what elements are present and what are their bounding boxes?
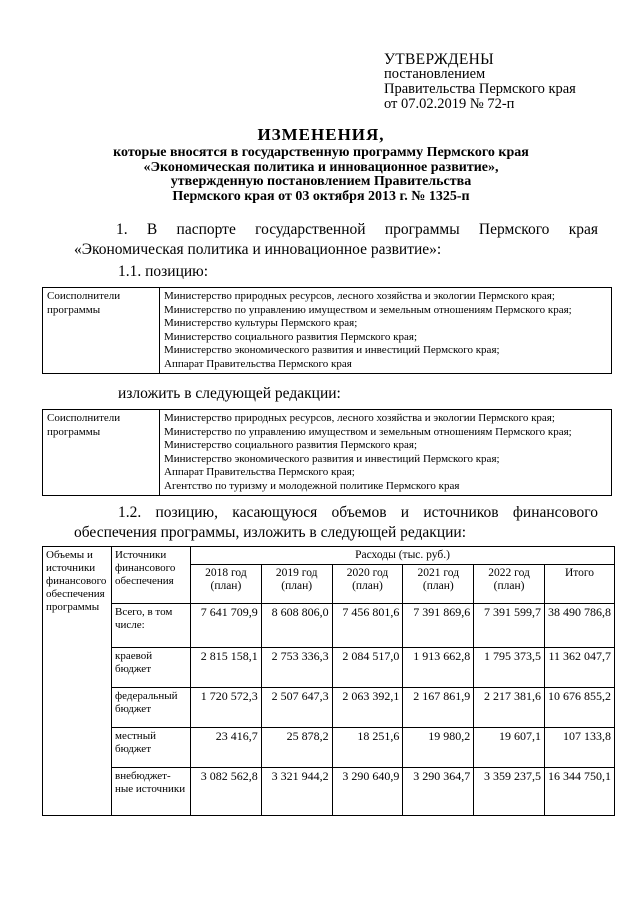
total-cell: 10 676 855,2: [544, 688, 614, 728]
year-header: 2021 год (план): [403, 565, 474, 604]
value-cell: 3 359 237,5: [474, 768, 545, 816]
value-cell: 18 251,6: [332, 728, 403, 768]
approval-line: от 07.02.2019 № 72-п: [384, 96, 515, 112]
position-label: Соисполнители программы: [43, 410, 160, 496]
value-cell: 2 507 647,3: [261, 688, 332, 728]
title-line: которые вносятся в государственную программу Пермского края: [113, 145, 529, 160]
value-cell: 25 878,2: [261, 728, 332, 768]
title-line: «Экономическая политика и инновационное развитие»,: [143, 159, 499, 175]
source-cell: Всего, в том числе:: [112, 604, 191, 648]
title-line: Пермского края от 03 октября 2013 г. № 1325-п: [172, 188, 470, 204]
value-cell: 2 217 381,6: [474, 688, 545, 728]
new-position-table: [42, 409, 612, 496]
source-cell: местный бюджет: [112, 728, 191, 768]
value-cell: 3 082 562,8: [191, 768, 262, 816]
approval-line: Правительства Пермского края: [384, 81, 576, 97]
table-row: [43, 288, 612, 374]
source-cell: федеральный бюджет: [112, 688, 191, 728]
list-item: Министерство по управлению имуществом и земельным отношениям Пермского края;: [164, 425, 572, 438]
list-item: Министерство экономического развития и инвестиций Пермского края;: [164, 452, 500, 465]
sources-header: Источники финансового обеспечения: [112, 547, 191, 604]
list-item: Министерство природных ресурсов, лесного хозяйства и экологии Пермского края;: [164, 412, 555, 424]
value-cell: 7 391 869,6: [403, 604, 474, 648]
table-row: [43, 768, 615, 816]
paragraph-line: 1. В паспорте государственной программы Пермского края: [116, 221, 598, 238]
paragraph-line: «Экономическая политика и инновационное развитие»:: [74, 241, 442, 258]
year-header: 2022 год (план): [474, 565, 545, 604]
list-item: Министерство социального развития Пермского края;: [164, 330, 418, 343]
title-line: утвержденную постановлением Правительства: [170, 174, 472, 189]
total-cell: 16 344 750,1: [544, 768, 614, 816]
table-row: [43, 648, 615, 688]
value-cell: 7 641 709,9: [191, 604, 262, 648]
value-cell: 1 795 373,5: [474, 648, 545, 688]
approval-block: [384, 52, 576, 112]
total-cell: 107 133,8: [544, 728, 614, 768]
value-cell: 19 980,2: [403, 728, 474, 768]
source-cell: внебюджет-ные источники: [112, 768, 191, 816]
list-item: Аппарат Правительства Пермского края: [164, 357, 352, 370]
position-items: [160, 410, 612, 496]
title-main: ИЗМЕНЕНИЯ,: [257, 125, 385, 144]
value-cell: 1 913 662,8: [403, 648, 474, 688]
value-cell: 2 167 861,9: [403, 688, 474, 728]
value-cell: 19 607,1: [474, 728, 545, 768]
paragraph-new-edition: изложить в следующей редакции:: [118, 385, 341, 402]
value-cell: 23 416,7: [191, 728, 262, 768]
financing-section-label: Объемы и источники финансового обеспечения программы: [43, 547, 112, 816]
list-item: Министерство культуры Пермского края;: [164, 317, 358, 329]
year-header: 2020 год (план): [332, 565, 403, 604]
table-row: [43, 728, 615, 768]
table-header-row: [43, 547, 615, 565]
year-header: 2018 год (план): [191, 565, 262, 604]
value-cell: 3 290 640,9: [332, 768, 403, 816]
approval-line: постановлением: [384, 66, 486, 82]
list-item: Министерство социального развития Пермского края;: [164, 439, 418, 451]
paragraph-1-2: [74, 503, 598, 543]
value-cell: 8 608 806,0: [261, 604, 332, 648]
old-position-table: [42, 287, 612, 374]
list-item: Аппарат Правительства Пермского края;: [164, 466, 355, 478]
expenses-header: Расходы (тыс. руб.): [191, 547, 615, 565]
list-item: Министерство экономического развития и инвестиций Пермского края;: [164, 344, 500, 356]
paragraph-line: 1.2. позицию, касающуюся объемов и источников финансового: [118, 504, 598, 521]
value-cell: 2 815 158,1: [191, 648, 262, 688]
value-cell: 3 290 364,7: [403, 768, 474, 816]
paragraph-1: [74, 220, 598, 260]
value-cell: 3 321 944,2: [261, 768, 332, 816]
financing-table: [42, 546, 615, 816]
total-cell: 11 362 047,7: [544, 648, 614, 688]
value-cell: 1 720 572,3: [191, 688, 262, 728]
list-item: Министерство по управлению имуществом и земельным отношениям Пермского края;: [164, 303, 572, 316]
total-header: Итого: [544, 565, 614, 604]
value-cell: 2 084 517,0: [332, 648, 403, 688]
table-row: [43, 604, 615, 648]
value-cell: 2 753 336,3: [261, 648, 332, 688]
year-header: 2019 год (план): [261, 565, 332, 604]
document-title: [40, 124, 602, 204]
approval-heading: УТВЕРЖДЕНЫ: [384, 51, 494, 68]
list-item: Агентство по туризму и молодежной политике Пермского края: [164, 479, 460, 492]
paragraph-1-1: 1.1. позицию:: [118, 263, 209, 280]
position-label: Соисполнители программы: [43, 288, 160, 374]
source-cell: краевой бюджет: [112, 648, 191, 688]
value-cell: 7 391 599,7: [474, 604, 545, 648]
table-row: [43, 410, 612, 496]
list-item: Министерство природных ресурсов, лесного хозяйства и экологии Пермского края;: [164, 290, 555, 302]
position-items: [160, 288, 612, 374]
value-cell: 2 063 392,1: [332, 688, 403, 728]
value-cell: 7 456 801,6: [332, 604, 403, 648]
paragraph-line: обеспечения программы, изложить в следующей редакции:: [74, 524, 467, 541]
table-row: [43, 688, 615, 728]
total-cell: 38 490 786,8: [544, 604, 614, 648]
